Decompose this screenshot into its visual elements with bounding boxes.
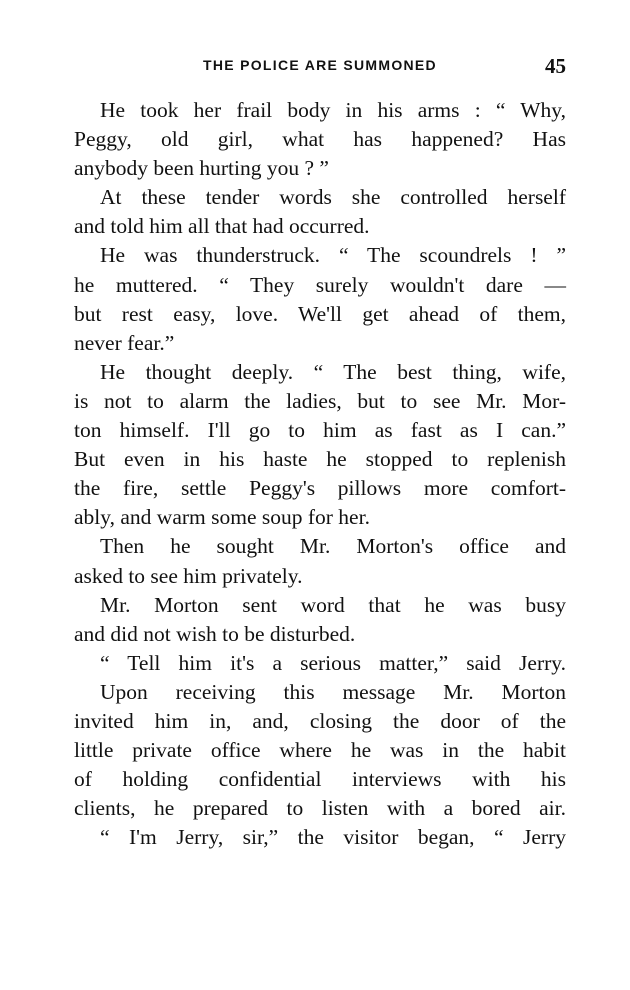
body-text (74, 96, 566, 852)
text-line: is not to alarm the ladies, but to see Mr. Mor- (74, 388, 566, 413)
text-line: little private office where he was in the habit (74, 738, 566, 763)
text-line: of holding confidential interviews with his (74, 767, 566, 792)
text-line: never fear.” (74, 330, 175, 355)
text-line: Upon receiving this message Mr. Morton (100, 679, 566, 704)
text-line: but rest easy, love. We'll get ahead of them, (74, 301, 566, 326)
running-head (74, 54, 566, 80)
text-line: clients, he prepared to listen with a bored air. (74, 796, 566, 821)
text-line: He was thunderstruck. “ The scoundrels ! ” (100, 243, 566, 268)
text-line: anybody been hurting you ? ” (74, 156, 329, 181)
running-title: THE POLICE ARE SUMMONED (203, 57, 437, 73)
text-line: and told him all that had occurred. (74, 214, 370, 239)
text-line: “ Tell him it's a serious matter,” said Jerry. (100, 650, 566, 675)
text-line: Peggy, old girl, what has happened? Has (74, 127, 566, 152)
text-line: asked to see him privately. (74, 563, 303, 588)
text-line: and did not wish to be disturbed. (74, 621, 356, 646)
text-line: the fire, settle Peggy's pillows more comfort- (74, 476, 566, 501)
text-line: he muttered. “ They surely wouldn't dare — (74, 272, 566, 297)
text-line: He thought deeply. “ The best thing, wife, (100, 359, 566, 384)
text-line: Mr. Morton sent word that he was busy (100, 592, 566, 617)
text-line: Then he sought Mr. Morton's office and (100, 534, 566, 559)
text-line: ton himself. I'll go to him as fast as I can.” (74, 418, 566, 443)
text-line: He took her frail body in his arms : “ Why, (100, 98, 566, 122)
text-line: invited him in, and, closing the door of the (74, 708, 566, 733)
text-line: But even in his haste he stopped to replenish (74, 447, 566, 472)
text-line: “ I'm Jerry, sir,” the visitor began, “ Jerry (100, 825, 566, 850)
page-number: 45 (545, 54, 566, 78)
text-line: At these tender words she controlled herself (100, 185, 566, 210)
text-line: ably, and warm some soup for her. (74, 505, 370, 530)
